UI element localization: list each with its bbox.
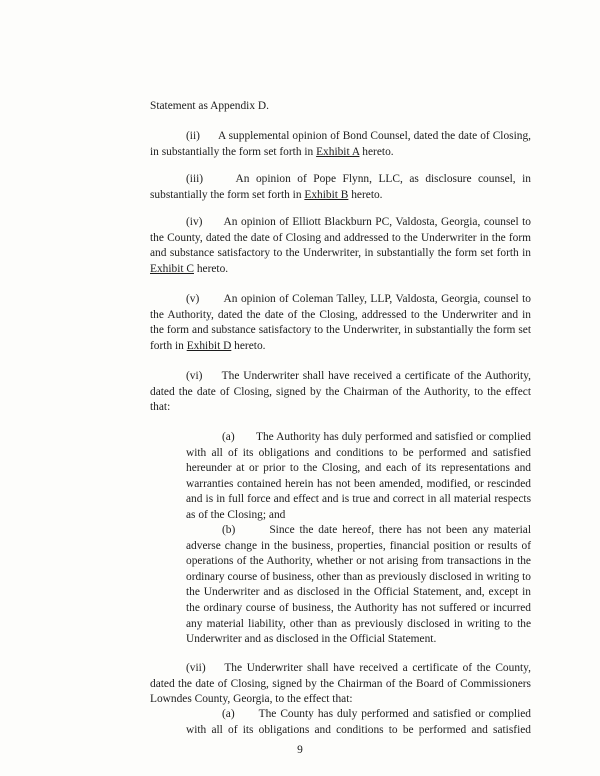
paragraph-iv <box>150 215 531 277</box>
paragraph-v-tail: hereto. <box>231 339 266 352</box>
paragraph-vi-a-text: (a) The Authority has duly performed and satisfied or complied with all of its obligations and conditions to be performed and satisfied hereunder at or prior to the Closing, and each of its representations and warranties contained herein has not been amended, modified, or rescinded and is in full force and effect and is true and correct in all material respects as of the Closing; and <box>186 431 531 521</box>
paragraph-ii-tail: hereto. <box>359 145 394 158</box>
paragraph-vi <box>150 369 531 416</box>
lead-text: Statement as Appendix D. <box>150 100 269 112</box>
paragraph-ii-text: (ii) A supplemental opinion of Bond Counsel, dated the date of Closing, in substantially the form set forth in <box>150 130 531 158</box>
paragraph-vii-text: (vii) The Underwriter shall have received a certificate of the County, dated the date of Closing, signed by the Chairman of the Board of Commissioners Lowndes County, Georgia, to the effect that: <box>150 662 531 706</box>
paragraph-v-text: (v) An opinion of Coleman Talley, LLP, Valdosta, Georgia, counsel to the Authority, dated the date of the Closing, addressed to the Underwriter and in the form and substance satisfactory to the Underwriter, in substantially the form set forth in <box>150 293 531 352</box>
exhibit-d-reference: Exhibit D <box>186 339 232 352</box>
paragraph-iii-tail: hereto. <box>348 188 383 201</box>
paragraph-iii-text: (iii) An opinion of Pope Flynn, LLC, as disclosure counsel, in substantially the form set forth in <box>150 173 531 201</box>
paragraph-ii <box>150 129 531 160</box>
paragraph-vi-b <box>186 523 531 648</box>
exhibit-b-reference: Exhibit B <box>304 188 349 201</box>
paragraph-vii <box>150 661 531 708</box>
paragraph-iv-text: (iv) An opinion of Elliott Blackburn PC, Valdosta, Georgia, counsel to the County, dated the date of Closing and addressed to the Underwriter in the form and substance satisfactory to the Underwriter, in substantially the form set forth in <box>150 216 531 260</box>
paragraph-v <box>150 292 531 354</box>
page-number: 9 <box>297 744 303 756</box>
paragraph-vi-b-text: (b) Since the date hereof, there has not been any material adverse change in the business, properties, financial position or results of operations of the Authority, whether or not arising from transactions in the ordinary course of business, other than as previously disclosed in writing to the Underwriter and as disclosed in the Official Statement, and, except in the ordinary course of business, the Authority has not suffered or incurred any material liability, other than as previously disclosed in writing to the Underwriter and as disclosed in the Official Statement. <box>186 524 531 646</box>
paragraph-vii-a <box>186 707 531 738</box>
paragraph-vi-a <box>186 430 531 524</box>
lead-line <box>150 99 530 115</box>
paragraph-vii-a-text: (a) The County has duly performed and satisfied or complied with all of its obligations and conditions to be performed and satisfied <box>186 708 531 736</box>
paragraph-iii <box>150 172 531 203</box>
exhibit-c-reference: Exhibit C <box>150 262 194 275</box>
paragraph-iv-tail: hereto. <box>193 262 229 275</box>
paragraph-vi-text: (vi) The Underwriter shall have received a certificate of the Authority, dated the date of Closing, signed by the Chairman of the Authority, to the effect that: <box>150 370 531 414</box>
exhibit-a-reference: Exhibit A <box>316 145 360 158</box>
